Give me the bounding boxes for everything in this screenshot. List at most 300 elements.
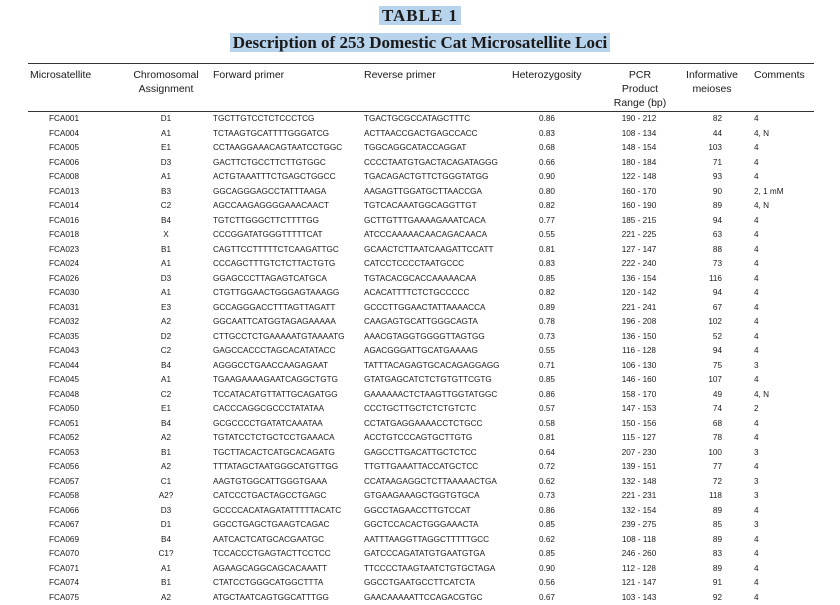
cell-heterozygosity: 0.66 [525, 156, 569, 171]
cell-chromosome: D3 [140, 272, 192, 287]
cell-meioses: 77 [690, 460, 722, 475]
cell-comments: 4 [754, 141, 759, 156]
cell-forward-primer: TCCACCCTGAGTACTTCCTCC [213, 547, 331, 562]
cell-comments: 4 [754, 286, 759, 301]
header-pcr-line2: Product [600, 82, 680, 96]
cell-heterozygosity: 0.55 [525, 344, 569, 359]
cell-microsatellite: FCA023 [49, 243, 79, 258]
cell-microsatellite: FCA030 [49, 286, 79, 301]
table-row [0, 272, 840, 287]
cell-meioses: 94 [690, 286, 722, 301]
header-reverse-primer: Reverse primer [364, 68, 436, 82]
table-label [0, 6, 840, 26]
cell-reverse-primer: GCCCTTGGAACTATTAAAACCA [364, 301, 485, 316]
cell-reverse-primer: ATCCCAAAAACAACAGACAACA [364, 228, 487, 243]
header-heterozygosity: Heterozygosity [512, 68, 581, 82]
cell-heterozygosity: 0.67 [525, 591, 569, 605]
cell-meioses: 92 [690, 591, 722, 605]
cell-meioses: 116 [690, 272, 722, 287]
cell-reverse-primer: ACACATTTTCTCTGCCCCC [364, 286, 469, 301]
cell-heterozygosity: 0.86 [525, 504, 569, 519]
cell-pcr-range: 246 - 260 [606, 547, 672, 562]
cell-reverse-primer: TTCCCCTAAGTAATCTGTGCTAGA [364, 562, 495, 577]
cell-microsatellite: FCA051 [49, 417, 79, 432]
cell-forward-primer: AATCACTCATGCACGAATGC [213, 533, 324, 548]
cell-forward-primer: CACCCAGGCGCCCTATATAA [213, 402, 324, 417]
cell-pcr-range: 221 - 241 [606, 301, 672, 316]
table-row [0, 359, 840, 374]
cell-meioses: 78 [690, 431, 722, 446]
cell-heterozygosity: 0.68 [525, 141, 569, 156]
cell-microsatellite: FCA056 [49, 460, 79, 475]
cell-heterozygosity: 0.80 [525, 185, 569, 200]
table-row [0, 141, 840, 156]
cell-heterozygosity: 0.82 [525, 199, 569, 214]
table-row [0, 170, 840, 185]
header-pcr-line1: PCR [600, 68, 680, 82]
cell-forward-primer: TTTATAGCTAATGGGCATGTTGG [213, 460, 338, 475]
table-row [0, 257, 840, 272]
table-row [0, 243, 840, 258]
cell-reverse-primer: GAAAAAACTCTAAGTTGGTATGGC [364, 388, 497, 403]
cell-meioses: 90 [690, 185, 722, 200]
table-title-text: Description of 253 Domestic Cat Microsatellite Loci [230, 33, 611, 52]
cell-forward-primer: TGCTTACACTCATGCACAGATG [213, 446, 335, 461]
table-title [0, 33, 840, 53]
cell-comments: 4, N [754, 388, 769, 403]
cell-reverse-primer: CAAGAGTGCATTGGGCAGTA [364, 315, 478, 330]
cell-forward-primer: ACTGTAAATTTCTGAGCTGGCC [213, 170, 336, 185]
table-row [0, 199, 840, 214]
cell-pcr-range: 196 - 208 [606, 315, 672, 330]
cell-meioses: 93 [690, 170, 722, 185]
cell-microsatellite: FCA014 [49, 199, 79, 214]
table-row [0, 591, 840, 605]
cell-reverse-primer: GATCCCAGATATGTGAATGTGA [364, 547, 485, 562]
cell-heterozygosity: 0.56 [525, 576, 569, 591]
cell-pcr-range: 132 - 154 [606, 504, 672, 519]
cell-forward-primer: CTTGCCTCTGAAAAATGTAAAATG [213, 330, 344, 345]
cell-microsatellite: FCA024 [49, 257, 79, 272]
table-row [0, 185, 840, 200]
cell-heterozygosity: 0.82 [525, 286, 569, 301]
cell-forward-primer: TGTATCCTCTGCTCCTGAAACA [213, 431, 335, 446]
cell-reverse-primer: GAGCCTTGACATTGCTCTCC [364, 446, 477, 461]
table-row [0, 504, 840, 519]
cell-comments: 4 [754, 460, 759, 475]
table-row [0, 576, 840, 591]
cell-meioses: 94 [690, 344, 722, 359]
cell-heterozygosity: 0.89 [525, 301, 569, 316]
cell-forward-primer: GGAGCCCTTAGAGTCATGCA [213, 272, 327, 287]
cell-heterozygosity: 0.90 [525, 170, 569, 185]
cell-heterozygosity: 0.85 [525, 373, 569, 388]
cell-pcr-range: 160 - 190 [606, 199, 672, 214]
cell-microsatellite: FCA013 [49, 185, 79, 200]
cell-reverse-primer: TGACAGACTGTTCTGGGTATGG [364, 170, 488, 185]
table-row [0, 373, 840, 388]
cell-meioses: 103 [690, 141, 722, 156]
cell-microsatellite: FCA001 [49, 112, 79, 127]
cell-chromosome: A1 [140, 127, 192, 142]
cell-reverse-primer: TGTCACAAATGGCAGGTTGT [364, 199, 477, 214]
cell-microsatellite: FCA032 [49, 315, 79, 330]
cell-microsatellite: FCA016 [49, 214, 79, 229]
cell-pcr-range: 122 - 148 [606, 170, 672, 185]
table-row [0, 214, 840, 229]
cell-comments: 4 [754, 576, 759, 591]
cell-comments: 3 [754, 446, 759, 461]
cell-meioses: 75 [690, 359, 722, 374]
cell-forward-primer: GACTTCTGCCTTCTTGTGGC [213, 156, 326, 171]
cell-pcr-range: 147 - 153 [606, 402, 672, 417]
cell-meioses: 118 [690, 489, 722, 504]
cell-comments: 4 [754, 373, 759, 388]
cell-reverse-primer: GGCTCCACACTGGGAAACTA [364, 518, 478, 533]
header-chromosomal-line1: Chromosomal [124, 68, 208, 82]
cell-pcr-range: 132 - 148 [606, 475, 672, 490]
table-row [0, 518, 840, 533]
cell-comments: 4 [754, 272, 759, 287]
cell-pcr-range: 136 - 154 [606, 272, 672, 287]
cell-forward-primer: CCTAAGGAAACAGTAATCCTGGC [213, 141, 342, 156]
cell-reverse-primer: TGTACACGCACCAAAAACAA [364, 272, 476, 287]
cell-chromosome: C1? [140, 547, 192, 562]
cell-microsatellite: FCA005 [49, 141, 79, 156]
cell-microsatellite: FCA066 [49, 504, 79, 519]
cell-reverse-primer: CCTATGAGGAAAACCTCTGCC [364, 417, 482, 432]
cell-reverse-primer: AGACGGGATTGCATGAAAAG [364, 344, 478, 359]
cell-heterozygosity: 0.77 [525, 214, 569, 229]
cell-comments: 4 [754, 431, 759, 446]
cell-chromosome: B3 [140, 185, 192, 200]
cell-chromosome: B1 [140, 576, 192, 591]
cell-comments: 3 [754, 489, 759, 504]
table-row [0, 417, 840, 432]
cell-comments: 4 [754, 330, 759, 345]
table-row [0, 475, 840, 490]
cell-forward-primer: AGCCAAGAGGGGAAACAACT [213, 199, 329, 214]
table-row [0, 431, 840, 446]
cell-comments: 4 [754, 257, 759, 272]
cell-pcr-range: 127 - 147 [606, 243, 672, 258]
cell-meioses: 89 [690, 504, 722, 519]
cell-comments: 4 [754, 243, 759, 258]
cell-pcr-range: 158 - 170 [606, 388, 672, 403]
cell-pcr-range: 121 - 147 [606, 576, 672, 591]
cell-chromosome: A2 [140, 315, 192, 330]
cell-chromosome: B4 [140, 359, 192, 374]
cell-reverse-primer: GTATGAGCATCTCTGTGTTCGTG [364, 373, 492, 388]
cell-comments: 4 [754, 533, 759, 548]
cell-comments: 4 [754, 315, 759, 330]
cell-comments: 2 [754, 402, 759, 417]
cell-pcr-range: 120 - 142 [606, 286, 672, 301]
cell-reverse-primer: TGGCAGGCATACCAGGAT [364, 141, 466, 156]
table-row [0, 286, 840, 301]
cell-chromosome: A1 [140, 170, 192, 185]
cell-pcr-range: 221 - 225 [606, 228, 672, 243]
table-row [0, 460, 840, 475]
cell-heterozygosity: 0.73 [525, 330, 569, 345]
cell-reverse-primer: TTGTTGAAATTACCATGCTCC [364, 460, 478, 475]
cell-meioses: 49 [690, 388, 722, 403]
cell-chromosome: D3 [140, 504, 192, 519]
cell-pcr-range: 239 - 275 [606, 518, 672, 533]
cell-heterozygosity: 0.64 [525, 446, 569, 461]
cell-pcr-range: 139 - 151 [606, 460, 672, 475]
cell-microsatellite: FCA045 [49, 373, 79, 388]
cell-comments: 4 [754, 214, 759, 229]
cell-microsatellite: FCA004 [49, 127, 79, 142]
cell-heterozygosity: 0.62 [525, 475, 569, 490]
cell-reverse-primer: GGCCTGAATGCCTTCATCTA [364, 576, 475, 591]
cell-reverse-primer: GTGAAGAAAGCTGGTGTGCA [364, 489, 480, 504]
cell-heterozygosity: 0.85 [525, 272, 569, 287]
cell-pcr-range: 207 - 230 [606, 446, 672, 461]
cell-forward-primer: ATGCTAATCAGTGGCATTTGG [213, 591, 329, 605]
table-body [0, 112, 840, 605]
cell-reverse-primer: CCATAAGAGGCTCTTAAAAACTGA [364, 475, 497, 490]
cell-reverse-primer: CATCCTCCCCTAATGCCC [364, 257, 464, 272]
cell-microsatellite: FCA048 [49, 388, 79, 403]
cell-pcr-range: 106 - 130 [606, 359, 672, 374]
table-row [0, 228, 840, 243]
cell-heterozygosity: 0.73 [525, 489, 569, 504]
cell-meioses: 72 [690, 475, 722, 490]
cell-heterozygosity: 0.81 [525, 431, 569, 446]
table-row [0, 547, 840, 562]
cell-heterozygosity: 0.78 [525, 315, 569, 330]
cell-heterozygosity: 0.90 [525, 562, 569, 577]
header-chromosomal-line2: Assignment [124, 82, 208, 96]
cell-meioses: 94 [690, 214, 722, 229]
table-row [0, 388, 840, 403]
cell-microsatellite: FCA026 [49, 272, 79, 287]
cell-chromosome: C2 [140, 388, 192, 403]
cell-forward-primer: TGCTTGTCCTCTCCCTCG [213, 112, 314, 127]
cell-reverse-primer: AATTTAAGGTTAGGCTTTTTGCC [364, 533, 489, 548]
cell-forward-primer: GGCAATTCATGGTAGAGAAAAA [213, 315, 336, 330]
cell-microsatellite: FCA070 [49, 547, 79, 562]
cell-forward-primer: CCCGGATATGGGTTTTTCAT [213, 228, 322, 243]
cell-pcr-range: 146 - 160 [606, 373, 672, 388]
cell-pcr-range: 136 - 150 [606, 330, 672, 345]
cell-meioses: 71 [690, 156, 722, 171]
cell-reverse-primer: CCCCTAATGTGACTACAGATAGGG [364, 156, 498, 171]
cell-comments: 4 [754, 562, 759, 577]
cell-meioses: 85 [690, 518, 722, 533]
cell-forward-primer: TGTCTTGGGCTTCTTTTGG [213, 214, 319, 229]
cell-pcr-range: 150 - 156 [606, 417, 672, 432]
cell-pcr-range: 185 - 215 [606, 214, 672, 229]
cell-chromosome: A1 [140, 562, 192, 577]
table-row [0, 330, 840, 345]
cell-heterozygosity: 0.72 [525, 460, 569, 475]
cell-pcr-range: 190 - 212 [606, 112, 672, 127]
cell-pcr-range: 160 - 170 [606, 185, 672, 200]
cell-microsatellite: FCA057 [49, 475, 79, 490]
cell-forward-primer: CTATCCTGGGCATGGCTTTA [213, 576, 323, 591]
table-row [0, 533, 840, 548]
cell-pcr-range: 180 - 184 [606, 156, 672, 171]
cell-chromosome: B1 [140, 243, 192, 258]
header-informative-meioses [680, 68, 744, 96]
cell-comments: 4 [754, 417, 759, 432]
cell-microsatellite: FCA069 [49, 533, 79, 548]
cell-chromosome: D2 [140, 330, 192, 345]
cell-reverse-primer: GAACAAAAATTCCAGACGTGC [364, 591, 483, 605]
cell-pcr-range: 221 - 231 [606, 489, 672, 504]
cell-reverse-primer: ACCTGTCCCAGTGCTTGTG [364, 431, 472, 446]
cell-chromosome: B4 [140, 533, 192, 548]
cell-microsatellite: FCA075 [49, 591, 79, 605]
cell-chromosome: A2 [140, 460, 192, 475]
cell-microsatellite: FCA074 [49, 576, 79, 591]
header-chromosomal-assignment [124, 68, 208, 96]
cell-meioses: 89 [690, 533, 722, 548]
cell-microsatellite: FCA043 [49, 344, 79, 359]
cell-meioses: 68 [690, 417, 722, 432]
cell-heterozygosity: 0.86 [525, 388, 569, 403]
cell-pcr-range: 115 - 127 [606, 431, 672, 446]
cell-reverse-primer: ACTTAACCGACTGAGCCACC [364, 127, 478, 142]
table-row [0, 489, 840, 504]
cell-comments: 4 [754, 591, 759, 605]
cell-microsatellite: FCA006 [49, 156, 79, 171]
cell-chromosome: D1 [140, 518, 192, 533]
cell-chromosome: D1 [140, 112, 192, 127]
cell-meioses: 44 [690, 127, 722, 142]
cell-meioses: 82 [690, 112, 722, 127]
cell-comments: 4 [754, 301, 759, 316]
cell-microsatellite: FCA067 [49, 518, 79, 533]
cell-forward-primer: TCTAAGTGCATTTTGGGATCG [213, 127, 329, 142]
cell-comments: 4 [754, 228, 759, 243]
cell-forward-primer: GCCCCACATAGATATTTTTACATC [213, 504, 341, 519]
cell-microsatellite: FCA071 [49, 562, 79, 577]
cell-microsatellite: FCA053 [49, 446, 79, 461]
cell-forward-primer: CTGTTGGAACTGGGAGTAAAGG [213, 286, 339, 301]
cell-reverse-primer: GCTTGTTTGAAAAGAAATCACA [364, 214, 486, 229]
cell-forward-primer: TGAAGAAAAGAATCAGGCTGTG [213, 373, 338, 388]
cell-forward-primer: AAGTGTGGCATTGGGTGAAA [213, 475, 327, 490]
cell-microsatellite: FCA035 [49, 330, 79, 345]
cell-chromosome: E3 [140, 301, 192, 316]
cell-reverse-primer: TATTTACAGAGTGCACAGAGGAGG [364, 359, 500, 374]
header-meioses-line2: meioses [680, 82, 744, 96]
cell-pcr-range: 112 - 128 [606, 562, 672, 577]
cell-chromosome: X [140, 228, 192, 243]
cell-pcr-range: 222 - 240 [606, 257, 672, 272]
cell-reverse-primer: TGACTGCGCCATAGCTTTC [364, 112, 470, 127]
cell-microsatellite: FCA052 [49, 431, 79, 446]
cell-heterozygosity: 0.57 [525, 402, 569, 417]
cell-microsatellite: FCA008 [49, 170, 79, 185]
cell-chromosome: E1 [140, 402, 192, 417]
header-microsatellite: Microsatellite [30, 68, 91, 82]
cell-forward-primer: GGCAGGGAGCCTATTTAAGA [213, 185, 326, 200]
table-row [0, 301, 840, 316]
cell-chromosome: E1 [140, 141, 192, 156]
header-comments: Comments [754, 68, 805, 82]
cell-meioses: 107 [690, 373, 722, 388]
table-label-text: TABLE 1 [379, 6, 461, 25]
cell-meioses: 100 [690, 446, 722, 461]
table-row [0, 562, 840, 577]
cell-pcr-range: 108 - 118 [606, 533, 672, 548]
table-row [0, 344, 840, 359]
cell-heterozygosity: 0.71 [525, 359, 569, 374]
cell-chromosome: D3 [140, 156, 192, 171]
cell-microsatellite: FCA044 [49, 359, 79, 374]
cell-forward-primer: GAGCCACCCTAGCACATATACC [213, 344, 336, 359]
cell-meioses: 89 [690, 199, 722, 214]
cell-chromosome: B4 [140, 214, 192, 229]
cell-comments: 4 [754, 547, 759, 562]
cell-heterozygosity: 0.62 [525, 533, 569, 548]
cell-reverse-primer: GCAACTCTTAATCAAGATTCCATT [364, 243, 493, 258]
cell-forward-primer: TCCATACATGTTATTGCAGATGG [213, 388, 338, 403]
cell-heterozygosity: 0.83 [525, 257, 569, 272]
cell-reverse-primer: GGCCTAGAACCTTGTCCAT [364, 504, 471, 519]
cell-comments: 4 [754, 504, 759, 519]
cell-meioses: 91 [690, 576, 722, 591]
header-top-rule [28, 63, 814, 64]
cell-comments: 4, N [754, 127, 769, 142]
cell-microsatellite: FCA031 [49, 301, 79, 316]
cell-forward-primer: GCCAGGGACCTTTAGTTAGATT [213, 301, 335, 316]
cell-pcr-range: 103 - 143 [606, 591, 672, 605]
cell-meioses: 74 [690, 402, 722, 417]
cell-chromosome: A1 [140, 286, 192, 301]
cell-forward-primer: GGCCTGAGCTGAAGTCAGAC [213, 518, 329, 533]
cell-forward-primer: CAGTTCCTTTTTCTCAAGATTGC [213, 243, 339, 258]
cell-comments: 3 [754, 475, 759, 490]
cell-heterozygosity: 0.86 [525, 112, 569, 127]
cell-chromosome: C2 [140, 344, 192, 359]
cell-heterozygosity: 0.81 [525, 243, 569, 258]
cell-comments: 2, 1 mM [754, 185, 784, 200]
cell-heterozygosity: 0.85 [525, 547, 569, 562]
cell-pcr-range: 148 - 154 [606, 141, 672, 156]
cell-chromosome: A2 [140, 591, 192, 605]
cell-forward-primer: CATCCCTGACTAGCCTGAGC [213, 489, 326, 504]
cell-reverse-primer: AAGAGTTGGATGCTTAACCGA [364, 185, 482, 200]
cell-chromosome: A2 [140, 431, 192, 446]
cell-chromosome: A1 [140, 257, 192, 272]
header-pcr-line3: Range (bp) [600, 96, 680, 110]
cell-meioses: 63 [690, 228, 722, 243]
cell-heterozygosity: 0.85 [525, 518, 569, 533]
cell-meioses: 67 [690, 301, 722, 316]
cell-microsatellite: FCA018 [49, 228, 79, 243]
cell-meioses: 89 [690, 562, 722, 577]
cell-chromosome: A1 [140, 373, 192, 388]
cell-heterozygosity: 0.58 [525, 417, 569, 432]
cell-meioses: 88 [690, 243, 722, 258]
table-row [0, 127, 840, 142]
cell-microsatellite: FCA058 [49, 489, 79, 504]
table-row [0, 112, 840, 127]
cell-meioses: 73 [690, 257, 722, 272]
cell-pcr-range: 108 - 134 [606, 127, 672, 142]
header-pcr-product-range [600, 68, 680, 110]
cell-forward-primer: GCGCCCCTGATATCAAATAA [213, 417, 323, 432]
header-meioses-line1: Informative [680, 68, 744, 82]
cell-meioses: 52 [690, 330, 722, 345]
cell-forward-primer: AGGGCCTGAACCAAGAGAAT [213, 359, 328, 374]
